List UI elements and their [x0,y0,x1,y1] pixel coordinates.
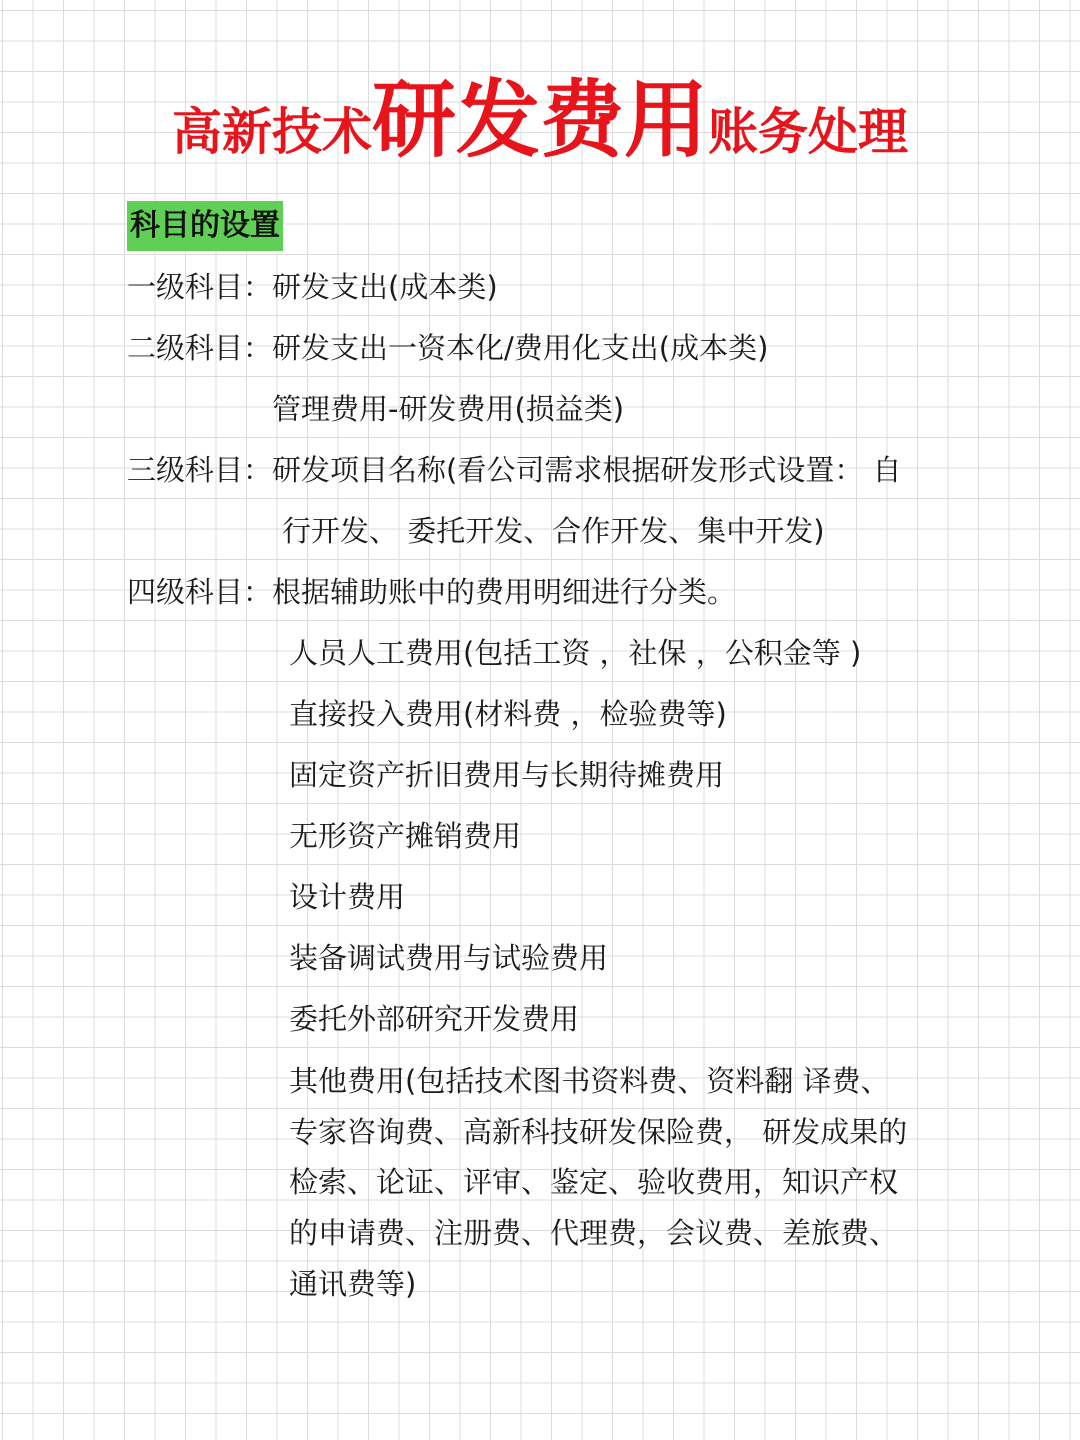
level4-item: 固定资产折旧费用与长期待摊费用 [289,758,725,792]
level4-item: 委托外部研究开发费用 [289,1002,580,1036]
level4-other-line: 其他费用(包括技术图书资料费、资料翻 译费、 [289,1064,890,1098]
level4-other-line: 通讯费等) [289,1267,417,1301]
level4-item: 人员人工费用(包括工资 ，社保 ，公积金等 ) [289,636,862,670]
level4-text: 根据辅助账中的费用明细进行分类。 [272,575,737,609]
level4-item: 无形资产摊销费用 [289,819,522,853]
level4-item: 装备调试费用与试验费用 [289,941,609,975]
title-part-2: 研发费用 [371,71,708,169]
level3-text-line2: 行开发、 委托开发、合作开发、集中开发) [282,514,825,548]
level2-text-line2: 管理费用-研发费用(损益类) [272,392,625,426]
level4-other-line: 检索、论证、评审、鉴定、验收费用，知识产权 [289,1165,899,1199]
level2-row [127,328,768,368]
level4-item: 直接投入费用(材料费 ，检验费等) [289,697,727,731]
level3-label: 三级科目： [127,453,273,487]
level2-text: 研发支出一资本化/费用化支出(成本类) [272,331,769,365]
page-title [0,71,1080,169]
level3-row [127,450,902,490]
level1-label: 一级科目： [127,270,273,304]
level4-row [127,572,736,612]
level4-item: 设计费用 [289,880,406,914]
level1-text: 研发支出(成本类) [272,270,498,304]
level2-label: 二级科目： [127,331,273,365]
level3-text: 研发项目名称(看公司需求根据研发形式设置： 自 [272,453,902,487]
title-part-3: 账务处理 [708,103,908,161]
level4-other-line: 的申请费、注册费、代理费，会议费、差旅费、 [289,1216,899,1250]
section-heading: 科目的设置 [127,201,283,251]
level4-label: 四级科目： [127,575,273,609]
title-part-1: 高新技术 [171,103,372,161]
level1-row [127,267,498,307]
level4-other-line: 专家咨询费、高新科技研发保险费， 研发成果的 [289,1115,908,1149]
